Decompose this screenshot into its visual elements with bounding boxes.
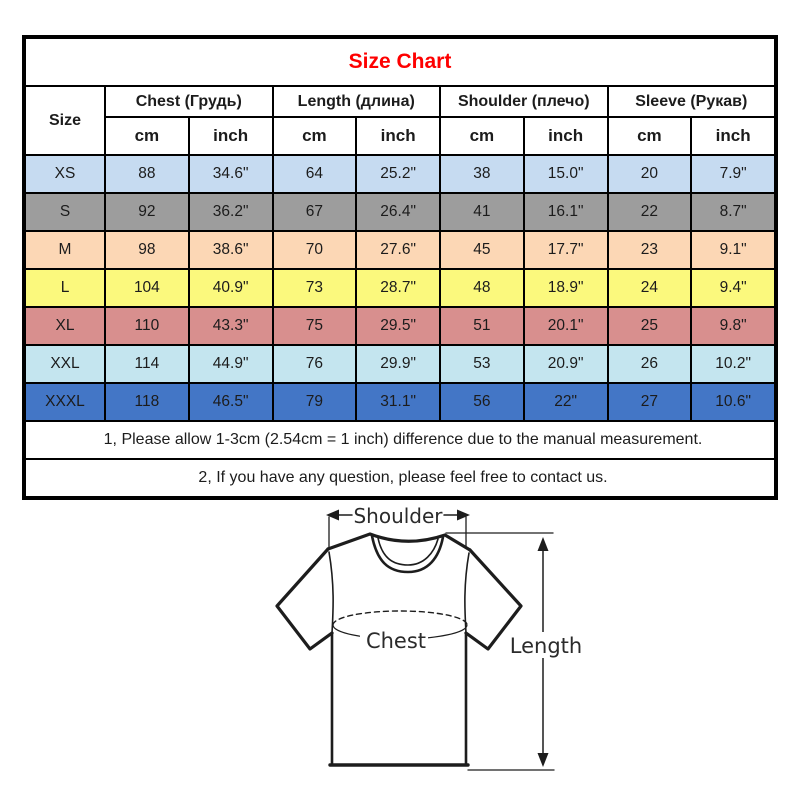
value-cell: 40.9"	[189, 269, 273, 307]
value-cell: 67	[273, 193, 357, 231]
value-cell: 22"	[524, 383, 608, 421]
value-cell: 43.3"	[189, 307, 273, 345]
tshirt-outline	[328, 534, 470, 550]
value-cell: 25.2"	[356, 155, 440, 193]
value-cell: 22	[608, 193, 692, 231]
value-cell: 64	[273, 155, 357, 193]
value-cell: 26	[608, 345, 692, 383]
size-table-body	[25, 155, 775, 421]
value-cell: 28.7"	[356, 269, 440, 307]
chest-column-header: Chest (Грудь)	[105, 86, 273, 117]
value-cell: 76	[273, 345, 357, 383]
size-cell: S	[25, 193, 105, 231]
value-cell: 73	[273, 269, 357, 307]
value-cell: 36.2"	[189, 193, 273, 231]
value-cell: 15.0"	[524, 155, 608, 193]
value-cell: 20.9"	[524, 345, 608, 383]
value-cell: 92	[105, 193, 189, 231]
contact-note: 2, If you have any question, please feel free to contact us.	[25, 459, 775, 497]
value-cell: 79	[273, 383, 357, 421]
value-cell: 23	[608, 231, 692, 269]
length-label: Length	[509, 634, 583, 658]
value-cell: 29.9"	[356, 345, 440, 383]
sleeve-column-header: Sleeve (Рукав)	[608, 86, 776, 117]
value-cell: 8.7"	[691, 193, 775, 231]
value-cell: 44.9"	[189, 345, 273, 383]
unit-cm-header: cm	[608, 117, 692, 155]
value-cell: 10.2"	[691, 345, 775, 383]
table-row	[25, 269, 775, 307]
value-cell: 70	[273, 231, 357, 269]
length-column-header: Length (длина)	[273, 86, 441, 117]
value-cell: 45	[440, 231, 524, 269]
title-row	[25, 38, 775, 86]
unit-inch-header: inch	[356, 117, 440, 155]
value-cell: 20.1"	[524, 307, 608, 345]
value-cell: 29.5"	[356, 307, 440, 345]
unit-cm-header: cm	[105, 117, 189, 155]
value-cell: 56	[440, 383, 524, 421]
unit-cm-header: cm	[273, 117, 357, 155]
value-cell: 7.9"	[691, 155, 775, 193]
unit-header-row	[25, 117, 775, 155]
size-cell: XS	[25, 155, 105, 193]
table-row	[25, 155, 775, 193]
chest-ellipse-dashed	[333, 611, 467, 625]
value-cell: 9.8"	[691, 307, 775, 345]
table-row	[25, 231, 775, 269]
value-cell: 26.4"	[356, 193, 440, 231]
group-header-row	[25, 86, 775, 117]
shoulder-column-header: Shoulder (плечо)	[440, 86, 608, 117]
tshirt-measurement-diagram	[220, 492, 620, 800]
table-row	[25, 383, 775, 421]
value-cell: 41	[440, 193, 524, 231]
value-cell: 48	[440, 269, 524, 307]
value-cell: 27	[608, 383, 692, 421]
size-cell: XXL	[25, 345, 105, 383]
value-cell: 24	[608, 269, 692, 307]
shoulder-arrow-left	[326, 510, 339, 521]
unit-inch-header: inch	[524, 117, 608, 155]
unit-inch-header: inch	[691, 117, 775, 155]
value-cell: 31.1"	[356, 383, 440, 421]
value-cell: 46.5"	[189, 383, 273, 421]
value-cell: 10.6"	[691, 383, 775, 421]
left-sleeve	[277, 549, 332, 649]
value-cell: 51	[440, 307, 524, 345]
value-cell: 27.6"	[356, 231, 440, 269]
value-cell: 9.1"	[691, 231, 775, 269]
unit-cm-header: cm	[440, 117, 524, 155]
unit-inch-header: inch	[189, 117, 273, 155]
size-cell: M	[25, 231, 105, 269]
length-arrow-up	[538, 537, 549, 551]
value-cell: 53	[440, 345, 524, 383]
value-cell: 17.7"	[524, 231, 608, 269]
value-cell: 16.1"	[524, 193, 608, 231]
size-cell: XXXL	[25, 383, 105, 421]
value-cell: 104	[105, 269, 189, 307]
chart-title: Size Chart	[25, 38, 775, 86]
size-column-header: Size	[25, 86, 105, 155]
value-cell: 75	[273, 307, 357, 345]
value-cell: 118	[105, 383, 189, 421]
value-cell: 25	[608, 307, 692, 345]
size-chart-table	[22, 35, 778, 500]
length-arrow-down	[538, 753, 549, 767]
value-cell: 38.6"	[189, 231, 273, 269]
value-cell: 18.9"	[524, 269, 608, 307]
value-cell: 98	[105, 231, 189, 269]
value-cell: 38	[440, 155, 524, 193]
table-row	[25, 307, 775, 345]
value-cell: 110	[105, 307, 189, 345]
shoulder-arrow-right	[457, 510, 470, 521]
value-cell: 114	[105, 345, 189, 383]
size-cell: XL	[25, 307, 105, 345]
table-row	[25, 193, 775, 231]
table-row	[25, 345, 775, 383]
value-cell: 88	[105, 155, 189, 193]
note-row	[25, 421, 775, 459]
size-cell: L	[25, 269, 105, 307]
value-cell: 9.4"	[691, 269, 775, 307]
value-cell: 20	[608, 155, 692, 193]
measurement-note: 1, Please allow 1-3cm (2.54cm = 1 inch) difference due to the manual measurement.	[25, 421, 775, 459]
chest-label: Chest	[365, 629, 427, 653]
shoulder-label: Shoulder	[353, 504, 443, 528]
value-cell: 34.6"	[189, 155, 273, 193]
